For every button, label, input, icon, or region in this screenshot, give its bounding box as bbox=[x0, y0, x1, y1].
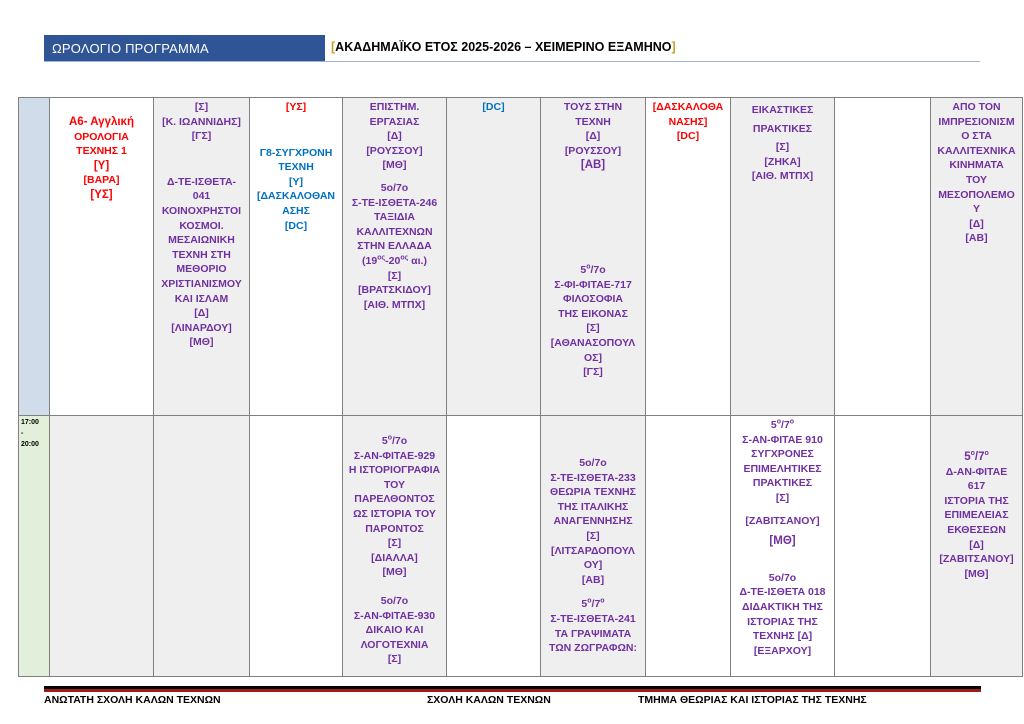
footer-department: ΤΜΗΜΑ ΘΕΩΡΙΑΣ ΚΑΙ ΙΣΤΟΡΙΑΣ ΤΗΣ ΤΕΧΝΗΣ bbox=[638, 694, 867, 706]
footer-institution: ΑΝΩΤΑΤΗ ΣΧΟΛΗ ΚΑΛΩΝ ΤΕΧΝΩΝ bbox=[44, 694, 221, 706]
cell-r1-c3: [ΥΣ] Γ8-ΣΥΓΧΡΟΝΗ ΤΕΧΝΗ [Υ] [ΔΑΣΚΑΛΟΘΑΝ ΑΣΗΣ [DC] bbox=[250, 98, 343, 416]
cell-r2-c3 bbox=[250, 416, 343, 677]
cell-r2-c10: $5^o/7^o$ Δ-ΑΝ-ΦΙΤΑΕ 617 ΙΣΤΟΡΙΑ ΤΗΣ ΕΠΙΜΕΛΕΙΑΣ ΕΚΘΕΣΕΩΝ [Δ] [ΖΑΒΙΤΣΑΝΟΥ] [ΜΘ] bbox=[931, 416, 1023, 677]
cell-r2-c9 bbox=[835, 416, 931, 677]
cell-r2-c1 bbox=[50, 416, 154, 677]
cell-r1-c8: ΕΙΚΑΣΤΙΚΕΣ ΠΡΑΚΤΙΚΕΣ [Σ] [ΖΗΚΑ] [ΑΙΘ. ΜΤΠΧ] bbox=[731, 98, 835, 416]
cell-r1-c2: [Σ] [Κ. ΙΩΑΝΝΙΔΗΣ] [ΓΣ] Δ-ΤΕ-ΙΣΘΕΤΑ- 041 ΚΟΙΝΟΧΡΗΣΤΟΙ ΚΟΣΜΟΙ. ΜΕΣΑΙΩΝΙΚΗ ΤΕΧΝΗ ΣΤΗ ΜΕΘΟΡΙΟ ΧΡΙΣΤΙΑΝΙΣΜΟΥ ΚΑΙ ΙΣΛΑΜ [Δ] [ΛΙΝΑΡΔΟΥ] [ΜΘ] bbox=[154, 98, 250, 416]
footer-rule-red bbox=[44, 689, 981, 692]
time-slot-cell: 17:00 - 20:00 bbox=[19, 416, 50, 677]
cell-r1-c10: ΑΠΟ ΤΟΝ ΙΜΠΡΕΣΙΟΝΙΣΜ Ο ΣΤΑ ΚΑΛΛΙΤΕΧΝΙΚΑ ΚΙΝΗΜΑΤΑ ΤΟΥ ΜΕΣΟΠΟΛΕΜΟ Υ [Δ] [ΑΒ] bbox=[931, 98, 1023, 416]
cell-r1-c5: [DC] bbox=[447, 98, 541, 416]
academic-year-heading: [ΑΚΑΔΗΜΑΪΚΟ ΕΤΟΣ 2025-2026 – ΧΕΙΜΕΡΙΝΟ ΕΞΑΜΗΝΟ] bbox=[331, 40, 676, 54]
schedule-row-morning bbox=[19, 98, 1023, 416]
cell-r1-c9 bbox=[835, 98, 931, 416]
schedule-title: ΩΡΟΛΟΓΙΟ ΠΡΟΓΡΑΜΜΑ bbox=[44, 35, 325, 62]
cell-r1-c4: ΕΠΙΣΤΗΜ. ΕΡΓΑΣΙΑΣ [Δ] [ΡΟΥΣΣΟΥ] [ΜΘ] 5ο/7ο Σ-ΤΕ-ΙΣΘΕΤΑ-246 ΤΑΞΙΔΙΑ ΚΑΛΛΙΤΕΧΝΩΝ ΣΤΗΝ ΕΛΛΑΔΑ ($19^{o\varsigma}-20^{o\varsigma}$ αι.) [Σ] [ΒΡΑΤΣΚΙΔΟΥ] [ΑΙΘ. ΜΤΠΧ] bbox=[343, 98, 447, 416]
cell-r1-c6: ΤΟΥΣ ΣΤΗΝ ΤΕΧΝΗ [Δ] [ΡΟΥΣΣΟΥ] [ΑΒ] $5^o/7o$ Σ-ΦΙ-ΦΙΤΑΕ-717 ΦΙΛΟΣΟΦΙΑ ΤΗΣ ΕΙΚΟΝΑΣ [Σ] [ΑΘΑΝΑΣΟΠΟΥΛ ΟΣ] [ΓΣ] bbox=[541, 98, 646, 416]
schedule-table bbox=[18, 97, 1023, 677]
footer-school: ΣΧΟΛΗ ΚΑΛΩΝ ΤΕΧΝΩΝ bbox=[427, 694, 551, 706]
cell-r2-c2 bbox=[154, 416, 250, 677]
cell-r1-c1: Α6- Αγγλική ΟΡΟΛΟΓΙΑ ΤΕΧΝΗΣ 1 [Υ] [ΒΑΡΑ] [ΥΣ] bbox=[50, 98, 154, 416]
time-cell-empty bbox=[19, 98, 50, 416]
header-divider bbox=[44, 61, 980, 62]
schedule-row-evening bbox=[19, 416, 1023, 677]
cell-r1-c7: [ΔΑΣΚΑΛΟΘΑ ΝΑΣΗΣ] [DC] bbox=[646, 98, 731, 416]
cell-r2-c5 bbox=[447, 416, 541, 677]
cell-r2-c7 bbox=[646, 416, 731, 677]
cell-r2-c4: $5^o/7o$ Σ-ΑΝ-ΦΙΤΑΕ-929 Η ΙΣΤΟΡΙΟΓΡΑΦΙΑ ΤΟΥ ΠΑΡΕΛΘΟΝΤΟΣ ΩΣ ΙΣΤΟΡΙΑ ΤΟΥ ΠΑΡΟΝΤΟΣ [Σ] [ΔΙΑΛΛΑ] [ΜΘ] 5ο/7ο Σ-ΑΝ-ΦΙΤΑΕ-930 ΔΙΚΑΙΟ ΚΑΙ ΛΟΓΟΤΕΧΝΙΑ [Σ] bbox=[343, 416, 447, 677]
cell-r2-c8: $5^o/7^o$ Σ-ΑΝ-ΦΙΤΑΕ 910 ΣΥΓΧΡΟΝΕΣ ΕΠΙΜΕΛΗΤΙΚΕΣ ΠΡΑΚΤΙΚΕΣ [Σ] [ΖΑΒΙΤΣΑΝΟΥ] [ΜΘ] 5ο/7ο Δ-ΤΕ-ΙΣΘΕΤΑ 018 ΔΙΔΑΚΤΙΚΗ ΤΗΣ ΙΣΤΟΡΙΑΣ ΤΗΣ ΤΕΧΝΗΣ [Δ] [ΕΞΑΡΧΟΥ] bbox=[731, 416, 835, 677]
cell-r2-c6: 5ο/7ο Σ-ΤΕ-ΙΣΘΕΤΑ-233 ΘΕΩΡΙΑ ΤΕΧΝΗΣ ΤΗΣ ΙΤΑΛΙΚΗΣ ΑΝΑΓΕΝΝΗΣΗΣ [Σ] [ΛΙΤΣΑΡΔΟΠΟΥΛ ΟΥ] [ΑΒ] $5^o/7^o$ Σ-ΤΕ-ΙΣΘΕΤΑ-241 ΤΑ ΓΡΑΨΙΜΑΤΑ ΤΩΝ ΖΩΓΡΑΦΩΝ: bbox=[541, 416, 646, 677]
